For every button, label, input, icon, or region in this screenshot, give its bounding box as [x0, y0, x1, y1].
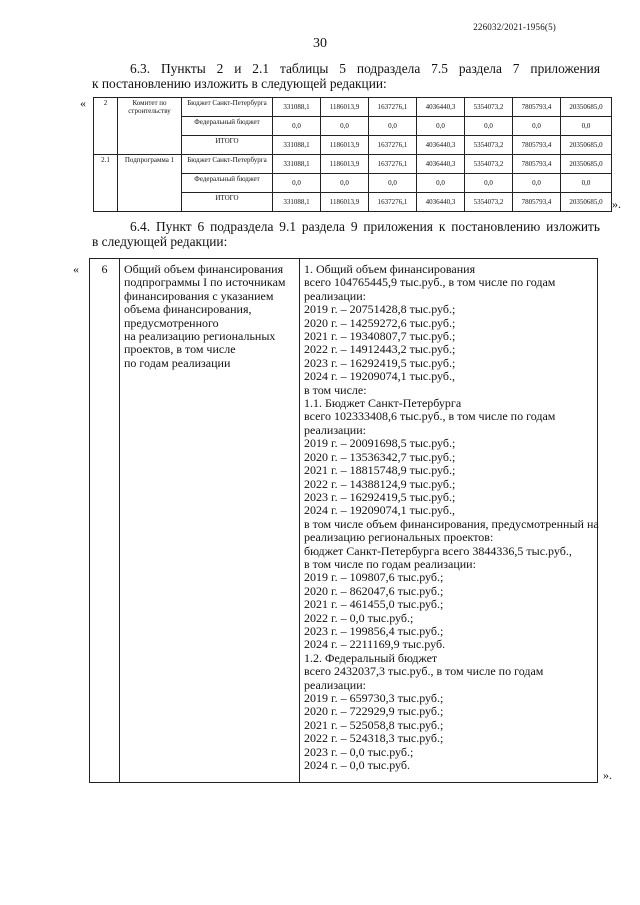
text-line: 2024 г. – 19209074,1 тыс.руб.,	[304, 369, 455, 384]
value-cell: 5354073,2	[465, 193, 513, 212]
text-line: 2019 г. – 20751428,8 тыс.руб.;	[304, 302, 456, 317]
funding-source-cell: Федеральный бюджет	[182, 174, 273, 193]
text-line: всего 104765445,9 тыс.руб., в том числе по годам	[304, 275, 556, 290]
text-line: 1. Общий объем финансирования	[304, 262, 476, 276]
text-line: 2023 г. – 16292419,5 тыс.руб.;	[304, 489, 456, 504]
text-line: 2022 г. – 14912443,2 тыс.руб.;	[304, 342, 456, 357]
text-line: 2020 г. – 13536342,7 тыс.руб.;	[304, 449, 456, 464]
value-cell: 0,0	[417, 174, 465, 193]
value-cell: 0,0	[561, 117, 612, 136]
text-line: 2021 г. – 525058,8 тыс.руб.;	[304, 717, 444, 732]
text-line: реализации:	[304, 288, 366, 303]
table2-row	[90, 259, 598, 783]
value-cell: 5354073,2	[465, 136, 513, 155]
value-cell: 0,0	[273, 174, 321, 193]
document-id: 226032/2021-1956(5)	[473, 22, 556, 32]
value-cell: 0,0	[465, 117, 513, 136]
table-row	[94, 155, 612, 174]
text-line: 2022 г. – 0,0 тыс.руб.;	[304, 610, 414, 625]
value-cell: 0,0	[513, 117, 561, 136]
value-cell: 5354073,2	[465, 155, 513, 174]
text-line: всего 2432037,3 тыс.руб., в том числе по годам	[304, 664, 544, 679]
value-cell: 0,0	[417, 117, 465, 136]
value-cell: 7805793,4	[513, 136, 561, 155]
page-number: 30	[313, 36, 327, 51]
value-cell: 1186013,9	[321, 136, 369, 155]
text-line: 2024 г. – 2211169,9 тыс.руб.	[304, 637, 446, 652]
text-line: 2023 г. – 0,0 тыс.руб.;	[304, 744, 414, 759]
value-cell: 20350685,0	[561, 98, 612, 117]
value-cell: 5354073,2	[465, 98, 513, 117]
row-number-cell: 2	[94, 98, 118, 155]
text-line: в том числе объем финансирования, предусмотренный на	[304, 516, 599, 531]
text-line: предусмотренного	[124, 315, 219, 330]
section-6-4-line2: в следующей редакции:	[92, 234, 228, 249]
program-name-cell: Комитет по строительству	[118, 98, 182, 155]
text-line: 2024 г. – 0,0 тыс.руб.	[304, 758, 410, 773]
table-row	[94, 98, 612, 117]
value-cell: 331088,1	[273, 155, 321, 174]
funding-source-cell: Бюджет Санкт-Петербурга	[182, 155, 273, 174]
text-line: 2019 г. – 659730,3 тыс.руб.;	[304, 691, 444, 705]
funding-source-cell: ИТОГО	[182, 193, 273, 212]
text-line: в том числе:	[304, 382, 367, 397]
program-name-cell: Подпрограмма 1	[118, 155, 182, 212]
text-line: 2021 г. – 18815748,9 тыс.руб.;	[304, 463, 456, 478]
value-cell: 1637276,1	[369, 155, 417, 174]
text-line: всего 102333408,6 тыс.руб., в том числе по годам	[304, 409, 556, 424]
text-line: 2020 г. – 722929,9 тыс.руб.;	[304, 704, 444, 719]
value-cell: 0,0	[513, 174, 561, 193]
text-line: 2020 г. – 14259272,6 тыс.руб.;	[304, 315, 456, 330]
value-cell: 0,0	[561, 174, 612, 193]
text-line: 2023 г. – 199856,4 тыс.руб.;	[304, 623, 444, 638]
value-cell: 0,0	[369, 117, 417, 136]
table2-close-quote: ».	[603, 768, 612, 782]
value-cell: 0,0	[273, 117, 321, 136]
value-cell: 1637276,1	[369, 193, 417, 212]
value-cell: 1186013,9	[321, 193, 369, 212]
value-cell: 20350685,0	[561, 193, 612, 212]
text-line: по годам реализации	[124, 355, 231, 370]
text-line: Общий объем финансирования	[124, 262, 284, 276]
text-line: проектов, в том числе	[124, 342, 236, 357]
text-line: 2019 г. – 20091698,5 тыс.руб.;	[304, 436, 456, 451]
text-line: 2024 г. – 19209074,1 тыс.руб.,	[304, 503, 455, 518]
table2-funding-details	[300, 259, 598, 783]
value-cell: 1186013,9	[321, 155, 369, 174]
text-line: 2022 г. – 14388124,9 тыс.руб.;	[304, 476, 456, 491]
value-cell: 4036440,3	[417, 98, 465, 117]
funding-source-cell: ИТОГО	[182, 136, 273, 155]
text-line: 2023 г. – 16292419,5 тыс.руб.;	[304, 355, 456, 370]
funding-source-cell: Федеральный бюджет	[182, 117, 273, 136]
section-6-3-text	[92, 61, 600, 91]
table2-open-quote: «	[73, 262, 79, 276]
text-line: объема финансирования,	[124, 302, 252, 317]
row-number-cell: 2.1	[94, 155, 118, 212]
section-6-3-line1: 6.3. Пункты 2 и 2.1 таблицы 5 подраздела 7.5 раздела 7 приложения	[130, 61, 600, 76]
text-line: реализации:	[304, 677, 366, 692]
section-6-3-line2: к постановлению изложить в следующей редакции:	[92, 76, 387, 91]
text-line: бюджет Санкт-Петербурга всего 3844336,5 тыс.руб.,	[304, 543, 572, 558]
text-line: на реализацию региональных	[124, 329, 276, 344]
text-line: 1.1. Бюджет Санкт-Петербурга	[304, 396, 462, 411]
value-cell: 20350685,0	[561, 136, 612, 155]
section-6-4-line1: 6.4. Пункт 6 подраздела 9.1 раздела 9 приложения к постановлению изложить	[130, 219, 600, 234]
text-line: в том числе по годам реализации:	[304, 556, 476, 571]
value-cell: 0,0	[321, 117, 369, 136]
value-cell: 331088,1	[273, 136, 321, 155]
value-cell: 0,0	[321, 174, 369, 193]
value-cell: 0,0	[369, 174, 417, 193]
value-cell: 4036440,3	[417, 155, 465, 174]
text-line: 1.2. Федеральный бюджет	[304, 650, 438, 665]
value-cell: 20350685,0	[561, 155, 612, 174]
value-cell: 1186013,9	[321, 98, 369, 117]
text-line: 2021 г. – 461455,0 тыс.руб.;	[304, 597, 444, 612]
value-cell: 7805793,4	[513, 193, 561, 212]
value-cell: 4036440,3	[417, 193, 465, 212]
text-line: 2022 г. – 524318,3 тыс.руб.;	[304, 731, 444, 746]
section-6-4-text	[92, 219, 600, 249]
funding-volume-table	[89, 258, 598, 783]
value-cell: 0,0	[465, 174, 513, 193]
table2-description	[120, 259, 300, 783]
value-cell: 331088,1	[273, 98, 321, 117]
value-cell: 7805793,4	[513, 155, 561, 174]
table2-item-number: 6	[90, 259, 120, 783]
value-cell: 7805793,4	[513, 98, 561, 117]
text-line: реализацию региональных проектов:	[304, 530, 494, 545]
text-line: 2020 г. – 862047,6 тыс.руб.;	[304, 583, 444, 598]
value-cell: 1637276,1	[369, 136, 417, 155]
text-line: 2021 г. – 19340807,7 тыс.руб.;	[304, 329, 456, 344]
text-line: 2019 г. – 109807,6 тыс.руб.;	[304, 570, 444, 585]
value-cell: 4036440,3	[417, 136, 465, 155]
text-line: реализации:	[304, 422, 366, 437]
text-line: финансирования с указанием	[124, 288, 274, 303]
text-line: подпрограммы I по источникам	[124, 275, 286, 290]
value-cell: 331088,1	[273, 193, 321, 212]
funding-source-cell: Бюджет Санкт-Петербурга	[182, 98, 273, 117]
table1-close-quote: ».	[612, 197, 621, 211]
value-cell: 1637276,1	[369, 98, 417, 117]
table1-open-quote: «	[80, 96, 86, 110]
funding-table-5	[93, 97, 612, 212]
